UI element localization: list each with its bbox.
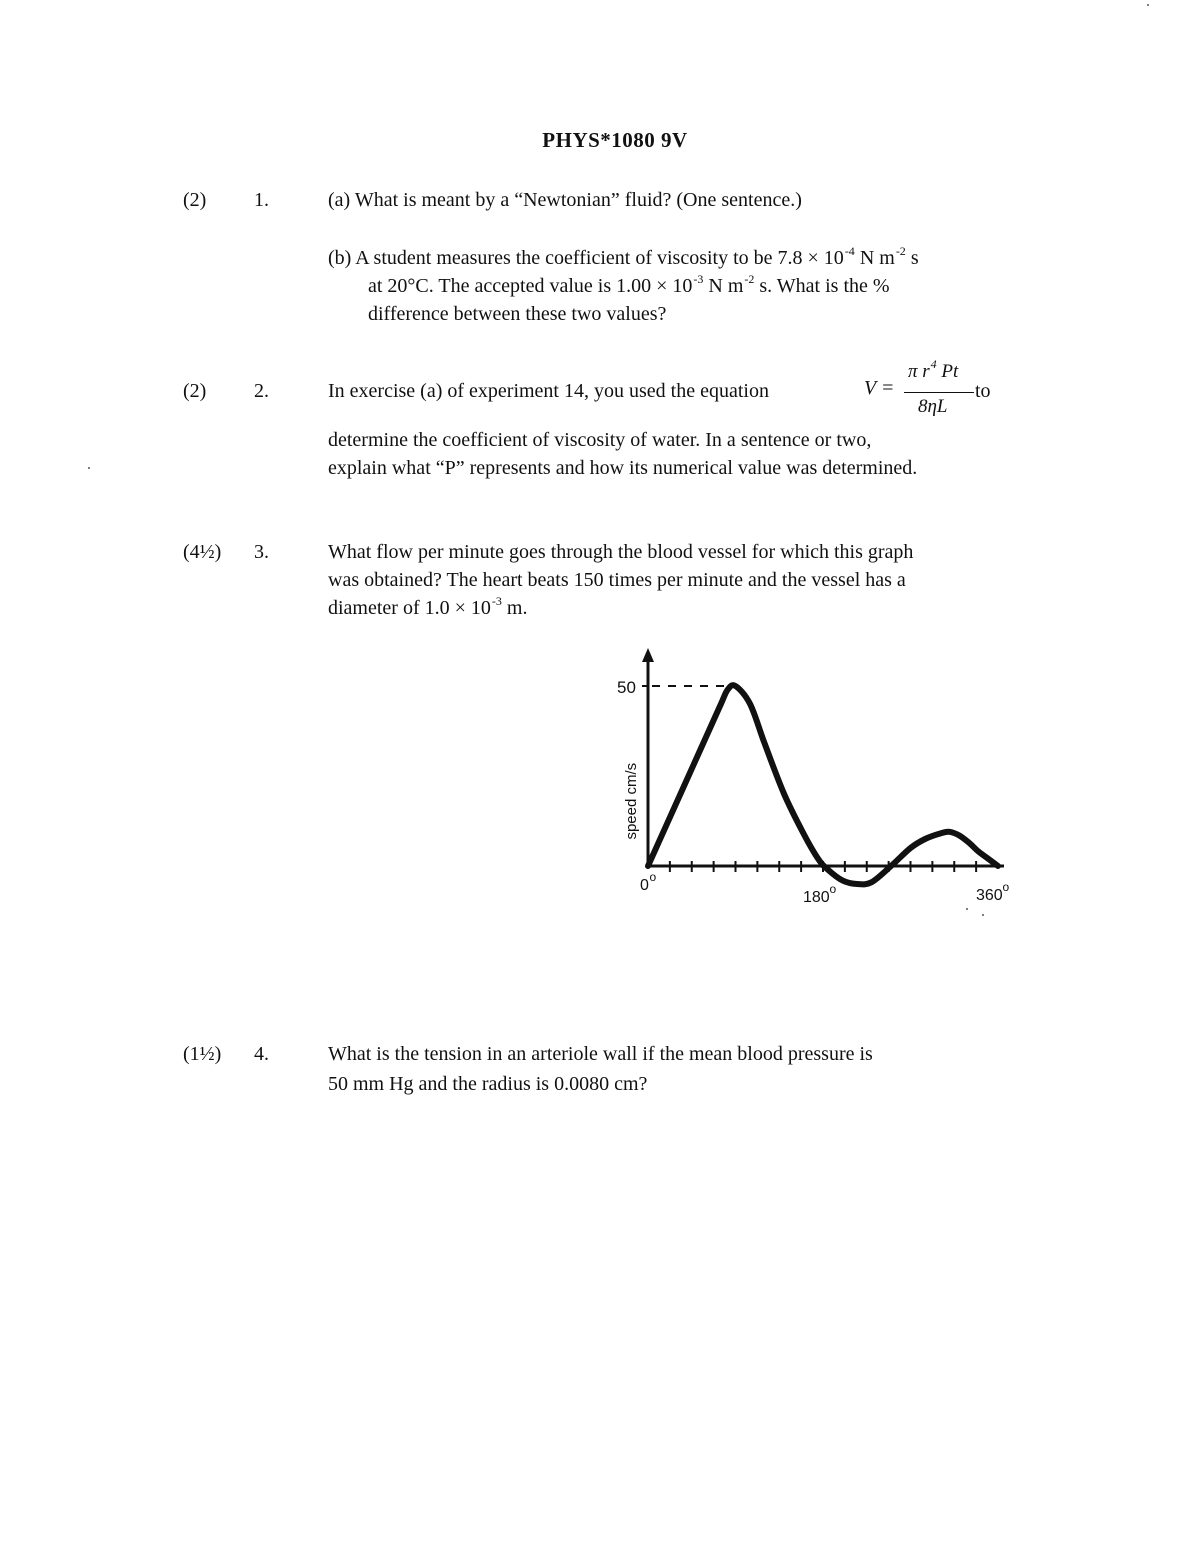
x-tick-unit: o (829, 882, 837, 896)
x-tick-label: 360 (976, 887, 1003, 904)
q2-line-2: determine the coefficient of viscosity of water. In a sentence or two, (328, 429, 872, 451)
q1-marks: (2) (183, 189, 207, 211)
q3-line-3-text: diameter of 1.0 × 10 (328, 597, 491, 619)
viscosity-equation (860, 358, 980, 428)
q3-marks: (4½) (183, 541, 222, 563)
scan-speck (966, 908, 968, 910)
scan-speck (1147, 4, 1149, 6)
q1-number: 1. (254, 189, 269, 211)
q2-line-1-post: to (975, 380, 991, 402)
chart-labels (617, 678, 1010, 906)
q3-line-3 (328, 594, 527, 624)
chart-plot (648, 685, 998, 884)
q1b-line-2 (368, 272, 890, 302)
q2-marks: (2) (183, 380, 207, 402)
y-axis-label: speed cm/s (623, 762, 640, 840)
q1b-line-1-text: (b) A student measures the coefficient of viscosity to be 7.8 × 10 (328, 247, 844, 269)
scan-speck (88, 467, 90, 469)
q1b-line-2-text: at 20°C. The accepted value is 1.00 × 10 (368, 275, 693, 297)
page-title: PHYS*1080 9V (542, 128, 688, 152)
q3-line-1: What flow per minute goes through the blood vessel for which this graph (328, 541, 914, 563)
y-tick-label: 50 (617, 678, 636, 697)
q1a-text: (a) What is meant by a “Newtonian” fluid? (One sentence.) (328, 189, 802, 211)
equation-numerator-rest: Pt (936, 361, 959, 382)
q2-number: 2. (254, 380, 269, 402)
q1b-unit-2: N m (703, 275, 744, 297)
equation-lhs: V = (864, 377, 895, 399)
q1b-exponent-1: -4 (844, 244, 855, 258)
equation-numerator-base: π r (908, 361, 930, 382)
speed-curve (648, 685, 998, 884)
q4-number: 4. (254, 1043, 269, 1065)
speed-waveform-chart (600, 640, 1040, 920)
q3-exponent: -3 (491, 594, 502, 608)
x-tick-label: 0 (640, 877, 649, 894)
q3-number: 3. (254, 541, 269, 563)
q1b-line-2-end: s. What is the % (754, 275, 890, 297)
q4-marks: (1½) (183, 1043, 222, 1065)
q3-line-3-end: m. (501, 597, 528, 619)
scan-speck (982, 914, 984, 916)
q1b-line-1-end: s (905, 247, 919, 269)
x-tick-unit: o (1002, 880, 1010, 894)
q1b-line-1 (328, 244, 919, 274)
q3-line-2: was obtained? The heart beats 150 times per minute and the vessel has a (328, 569, 906, 591)
q1b-exponent-2: -2 (895, 244, 906, 258)
q1b-line-3: difference between these two values? (368, 303, 667, 325)
x-tick-unit: o (649, 870, 657, 884)
q2-line-3: explain what “P” represents and how its numerical value was determined. (328, 457, 918, 479)
equation-numerator (908, 357, 959, 383)
q4-line-1: What is the tension in an arteriole wall if the mean blood pressure is (328, 1043, 873, 1065)
q1b-unit-1: N m (854, 247, 895, 269)
equation-denominator: 8ηL (918, 396, 948, 417)
y-axis-arrow (642, 648, 654, 662)
equation-numerator-exponent: 4 (930, 357, 937, 371)
q1b-exponent-4: -2 (744, 272, 755, 286)
fraction-bar (904, 392, 974, 393)
q4-line-2: 50 mm Hg and the radius is 0.0080 cm? (328, 1073, 648, 1095)
x-tick-label: 180 (803, 889, 830, 906)
q1b-exponent-3: -3 (693, 272, 704, 286)
q2-line-1-pre: In exercise (a) of experiment 14, you used the equation (328, 380, 769, 402)
